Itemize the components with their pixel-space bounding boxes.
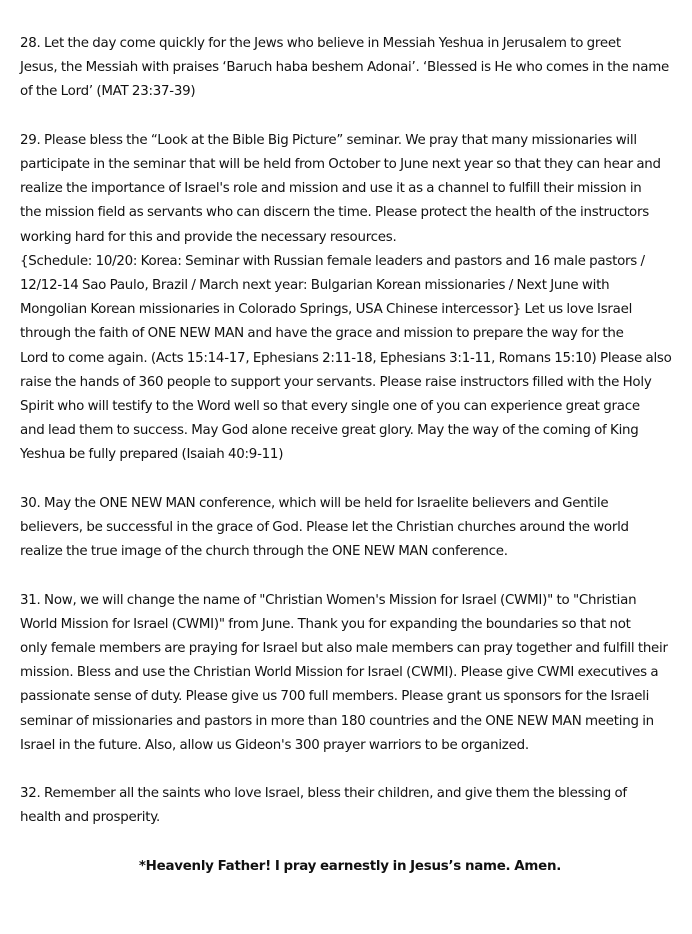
document-page	[20, 32, 676, 879]
prayer-item-28: 28. Let the day come quickly for the Jews who believe in Messiah Yeshua in Jerusalem to greet Jesus, the Messiah with praises ‘Baruch haba beshem Adonai’. ‘Blessed is He who comes in the name of the Lord’ (MAT 23:37-39)	[20, 36, 670, 100]
prayer-item-32: 32. Remember all the saints who love Israel, bless their children, and give them the blessing of health and prosperity.	[20, 786, 627, 826]
prayer-item-29: 29. Please bless the “Look at the Bible Big Picture” seminar. We pray that many missionaries will participate in the seminar that will be held from October to June next year so that they can hear and realize the importance of Israel's role and mission and use it as a channel to fulfill their mission in the mission field as servants who can discern the time. Please protect the health of the instructors working hard for this and provide the necessary resources. {Schedule: 10/20: Korea: Seminar with Russian female leaders and pastors and 16 male pastors / 12/12-14 Sao Paulo, Brazil / March next year: Bulgarian Korean missionaries / Next June with Mongolian Korean missionaries in Colorado Springs, USA Chinese intercessor} Let us love Israel through the faith of ONE NEW MAN and have the grace and mission to prepare the way for the Lord to come again. (Acts 15:14-17, Ephesians 2:11-18, Ephesians 3:1-11, Romans 15:10) Please also raise the hands of 360 people to support your servants. Please raise instructors filled with the Holy Spirit who will testify to the Word well so that every single one of you can experience great grace and lead them to success. May God alone receive great glory. May the way of the coming of King Yeshua be fully prepared (Isaiah 40:9-11)	[20, 132, 672, 463]
prayer-item-31: 31. Now, we will change the name of "Christian Women's Mission for Israel (CWMI)" to "Christian World Mission for Israel (CWMI)" from June. Thank you for expanding the boundaries so that not only female members are praying for Israel but also male members can pray together and fulfill their mission. Bless and use the Christian World Mission for Israel (CWMI). Please give CWMI executives a passionate sense of duty. Please give us 700 full members. Please grant us sponsors for the Israeli seminar of missionaries and pastors in more than 180 countries and the ONE NEW MAN meeting in Israel in the future. Also, allow us Gideon's 300 prayer warriors to be organized.	[20, 592, 668, 753]
prayer-item-30: 30. May the ONE NEW MAN conference, which will be held for Israelite believers and Gentile believers, be successful in the grace of God. Please let the Christian churches around the world realize the true image of the church through the ONE NEW MAN conference.	[20, 495, 629, 560]
closing-prayer: *Heavenly Father! I pray earnestly in Jesus’s name. Amen.	[138, 858, 562, 874]
